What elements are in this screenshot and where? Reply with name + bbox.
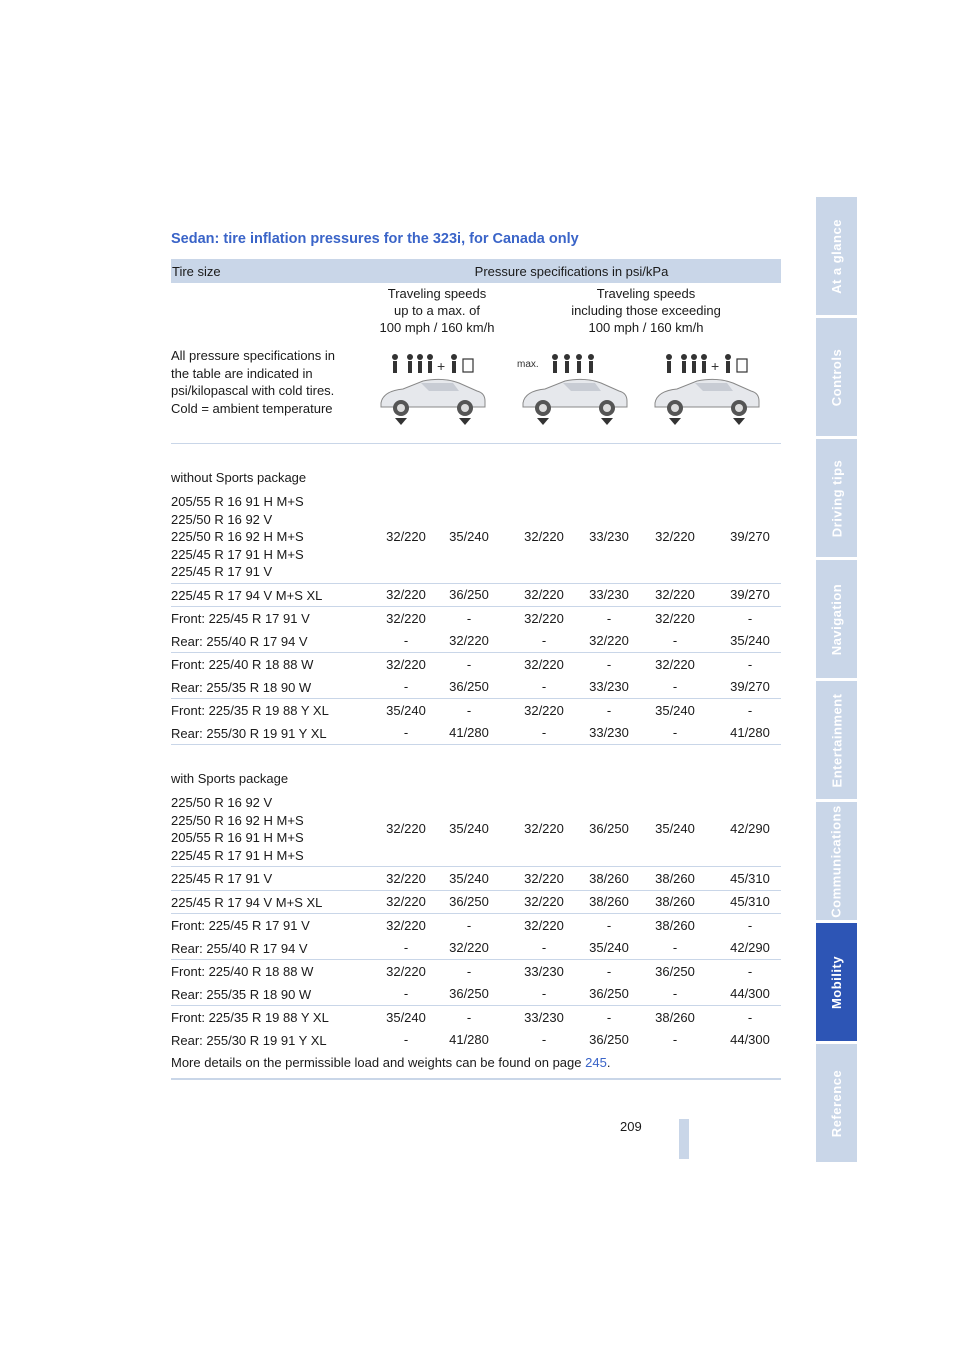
pressure-cell: 32/220 [386,963,426,979]
page-link[interactable]: 245 [585,1055,607,1070]
pressure-cell: - [466,610,472,626]
pressure-cell: 38/260 [655,870,695,886]
pressure-cell: 32/220 [524,610,564,626]
pressure-cell: 32/220 [386,917,426,933]
pressure-cell: 41/280 [449,725,489,740]
pressure-cell: 35/240 [386,1009,426,1025]
table-row [171,983,781,1007]
pressure-cell: 35/240 [589,940,629,955]
tire-size-cell: Rear: 255/40 R 17 94 V [171,633,308,649]
page-title: Sedan: tire inflation pressures for the 323i, for Canada only [171,231,579,247]
pressure-cell: 36/250 [449,894,489,909]
pressure-cell: - [606,917,612,933]
car-full-load-high-speed-icon [647,353,765,433]
pressure-cell: 33/230 [589,587,629,602]
tab-entertainment[interactable]: Entertainment [816,681,857,799]
tab-at-a-glance[interactable]: At a glance [816,197,857,315]
tire-size-cell: 225/50 R 16 92 V 225/50 R 16 92 H M+S 205/55 R 16 91 H M+S 225/45 R 17 91 H M+S [171,795,304,863]
pressure-cell: - [466,917,472,933]
pressure-cell: - [403,986,409,1001]
pressure-cell: - [747,963,753,979]
tire-size-cell: Rear: 255/30 R 19 91 Y XL [171,725,327,741]
pressure-cell: 35/240 [655,820,695,836]
pressure-cell: 36/250 [449,587,489,602]
tab-mobility[interactable]: Mobility [816,923,857,1041]
speed-headers [171,283,781,345]
pressure-cell: - [672,679,678,694]
header-tire-size: Tire size [172,263,221,279]
tire-size-cell: Rear: 255/30 R 19 91 Y XL [171,1032,327,1048]
pressure-cell: 32/220 [524,587,564,602]
table-row [171,699,781,722]
pressure-cell: - [541,940,547,955]
tire-size-cell: Front: 225/45 R 17 91 V [171,918,310,933]
tire-size-cell: Rear: 255/40 R 17 94 V [171,940,308,956]
pressure-cell: 32/220 [655,610,695,626]
pressure-cell: 35/240 [386,702,426,718]
pressure-cell: 38/260 [655,1009,695,1025]
tire-size-cell: 225/45 R 17 94 V M+S XL [171,894,323,910]
pressure-cell: 36/250 [655,963,695,979]
pressure-cell: - [747,702,753,718]
pressure-cell: 35/240 [449,820,489,836]
load-illustrations-row [171,345,781,444]
section-tabs [816,197,857,1165]
pressure-cell: - [672,1032,678,1047]
pressure-cell: 32/220 [524,820,564,836]
pressure-cell: - [747,656,753,672]
pressure-cell: 36/250 [589,986,629,1001]
load-illustrations [355,345,781,443]
pressure-cell: 41/280 [449,1032,489,1047]
pressure-cell: 32/220 [524,528,564,544]
tire-size-cell: Front: 225/40 R 18 88 W [171,964,314,979]
pressure-cell: 32/220 [386,528,426,544]
tire-size-cell: Front: 225/40 R 18 88 W [171,657,314,672]
table-row [171,891,781,915]
pressure-cell: 33/230 [589,725,629,740]
pressure-cell: - [541,986,547,1001]
page-marker [679,1119,689,1159]
speed-header-max100: Traveling speeds up to a max. of 100 mph / 160 km/h [379,286,495,335]
pressure-cell: - [403,679,409,694]
pressure-cell: - [672,940,678,955]
svg-text:+: + [437,358,446,374]
pressure-cell: 32/220 [449,940,489,955]
table-row [171,722,781,746]
table-header [171,259,781,283]
tire-size-cell: Rear: 255/35 R 18 90 W [171,986,312,1002]
pressure-cell: 45/310 [730,894,770,909]
pressure-cell: 33/230 [524,963,564,979]
pressure-cell: 36/250 [449,986,489,1001]
pressure-cell: 32/220 [449,633,489,648]
tire-size-cell: 205/55 R 16 91 H M+S 225/50 R 16 92 V 225/50 R 16 92 H M+S 225/45 R 17 91 H M+S 225/45 R 17 91 V [171,494,304,579]
pressure-cell: 35/240 [449,870,489,886]
table-row [171,867,781,891]
pressure-cell: - [466,702,472,718]
tire-size-cell: 225/45 R 17 94 V M+S XL [171,587,323,603]
table-row [171,937,781,961]
section-label-with-sports: with Sports package [171,771,289,786]
pressure-cell: 36/250 [449,679,489,694]
table-row [171,607,781,630]
section-with-sports [171,791,781,1051]
pressure-cell: 44/300 [730,986,770,1001]
tire-size-cell: 225/45 R 17 91 V [171,871,273,886]
page-number: 209 [620,1119,642,1134]
footer-note: More details on the permissible load and weights can be found on page 245. [171,1051,781,1080]
pressure-cell: 39/270 [730,528,770,544]
pressure-cell: 35/240 [449,528,489,544]
pressure-cell: - [747,1009,753,1025]
table-row [171,584,781,608]
table-row [171,630,781,654]
table-row [171,676,781,700]
section-without-sports [171,490,781,745]
pressure-cell: - [606,963,612,979]
table-row [171,653,781,676]
pressure-cell: 32/220 [655,656,695,672]
pressure-cell: - [541,633,547,648]
pressure-cell: 32/220 [386,610,426,626]
pressure-cell: 38/260 [655,894,695,909]
pressure-table [171,259,781,1080]
pressure-cell: - [672,633,678,648]
pressure-cell: 39/270 [730,679,770,694]
table-row [171,914,781,937]
pressure-cell: - [403,725,409,740]
pressure-cell: - [747,917,753,933]
pressure-cell: 32/220 [589,633,629,648]
pressure-cell: 32/220 [524,917,564,933]
section-label-without-sports: without Sports package [171,470,307,485]
pressure-cell: - [541,725,547,740]
table-row [171,1006,781,1029]
table-row [171,490,781,584]
pressure-cell: - [403,633,409,648]
header-pressure: Pressure specifications in psi/kPa [474,263,669,279]
pressure-cell: 38/260 [589,894,629,909]
pressure-cell: 32/220 [386,820,426,836]
pressure-cell: - [747,610,753,626]
pressure-cell: 35/240 [655,702,695,718]
tab-navigation[interactable]: Navigation [816,560,857,678]
pressure-cell: - [541,1032,547,1047]
pressure-cell: 35/240 [730,633,770,648]
pressure-cell: 32/220 [524,656,564,672]
car-max-persons-icon [515,353,633,433]
pressure-cell: 33/230 [589,679,629,694]
table-row [171,791,781,867]
svg-text:+: + [711,358,720,374]
tab-reference[interactable]: Reference [816,1044,857,1162]
tire-size-cell: Front: 225/45 R 17 91 V [171,611,310,626]
pressure-cell: - [403,1032,409,1047]
pressure-cell: 42/290 [730,820,770,836]
tire-size-cell: Rear: 255/35 R 18 90 W [171,679,312,695]
pressure-cell: - [672,986,678,1001]
tire-size-cell: Front: 225/35 R 19 88 Y XL [171,1010,329,1025]
pressure-cell: 33/230 [524,1009,564,1025]
pressure-cell: 32/220 [524,894,564,909]
pressure-cell: - [466,963,472,979]
pressure-cell: 41/280 [730,725,770,740]
speed-header-exceeding100: Traveling speeds including those exceeding 100 mph / 160 km/h [571,286,721,335]
pressure-cell: 45/310 [730,870,770,886]
pressure-cell: 38/260 [589,870,629,886]
pressure-cell: 36/250 [589,820,629,836]
pressure-cell: - [606,656,612,672]
pressure-cell: - [466,656,472,672]
pressure-cell: 32/220 [386,870,426,886]
svg-text:max.: max. [517,359,539,370]
pressure-cell: 42/290 [730,940,770,955]
pressure-cell: - [606,610,612,626]
pressure-cell: - [541,679,547,694]
pressure-cell: - [403,940,409,955]
pressure-cell: - [606,1009,612,1025]
car-full-load-icon [373,353,491,433]
pressure-cell: 32/220 [524,870,564,886]
pressure-cell: 39/270 [730,587,770,602]
pressure-cell: 32/220 [524,702,564,718]
pressure-note: All pressure specifications in the table are indicated in psi/kilopascal with cold tires. Cold = ambient temperature [171,348,336,416]
pressure-cell: - [672,725,678,740]
pressure-cell: 44/300 [730,1032,770,1047]
pressure-cell: 32/220 [386,894,426,909]
pressure-cell: 32/220 [655,587,695,602]
pressure-cell: 32/220 [386,587,426,602]
tab-driving-tips[interactable]: Driving tips [816,439,857,557]
pressure-cell: 36/250 [589,1032,629,1047]
pressure-cell: 32/220 [655,528,695,544]
table-row [171,960,781,983]
pressure-cell: 32/220 [386,656,426,672]
table-row [171,1029,781,1052]
tab-communications[interactable]: Communications [816,802,857,920]
pressure-cell: - [606,702,612,718]
pressure-cell: 33/230 [589,528,629,544]
pressure-cell: - [466,1009,472,1025]
pressure-cell: 38/260 [655,917,695,933]
tire-size-cell: Front: 225/35 R 19 88 Y XL [171,703,329,718]
tab-controls[interactable]: Controls [816,318,857,436]
